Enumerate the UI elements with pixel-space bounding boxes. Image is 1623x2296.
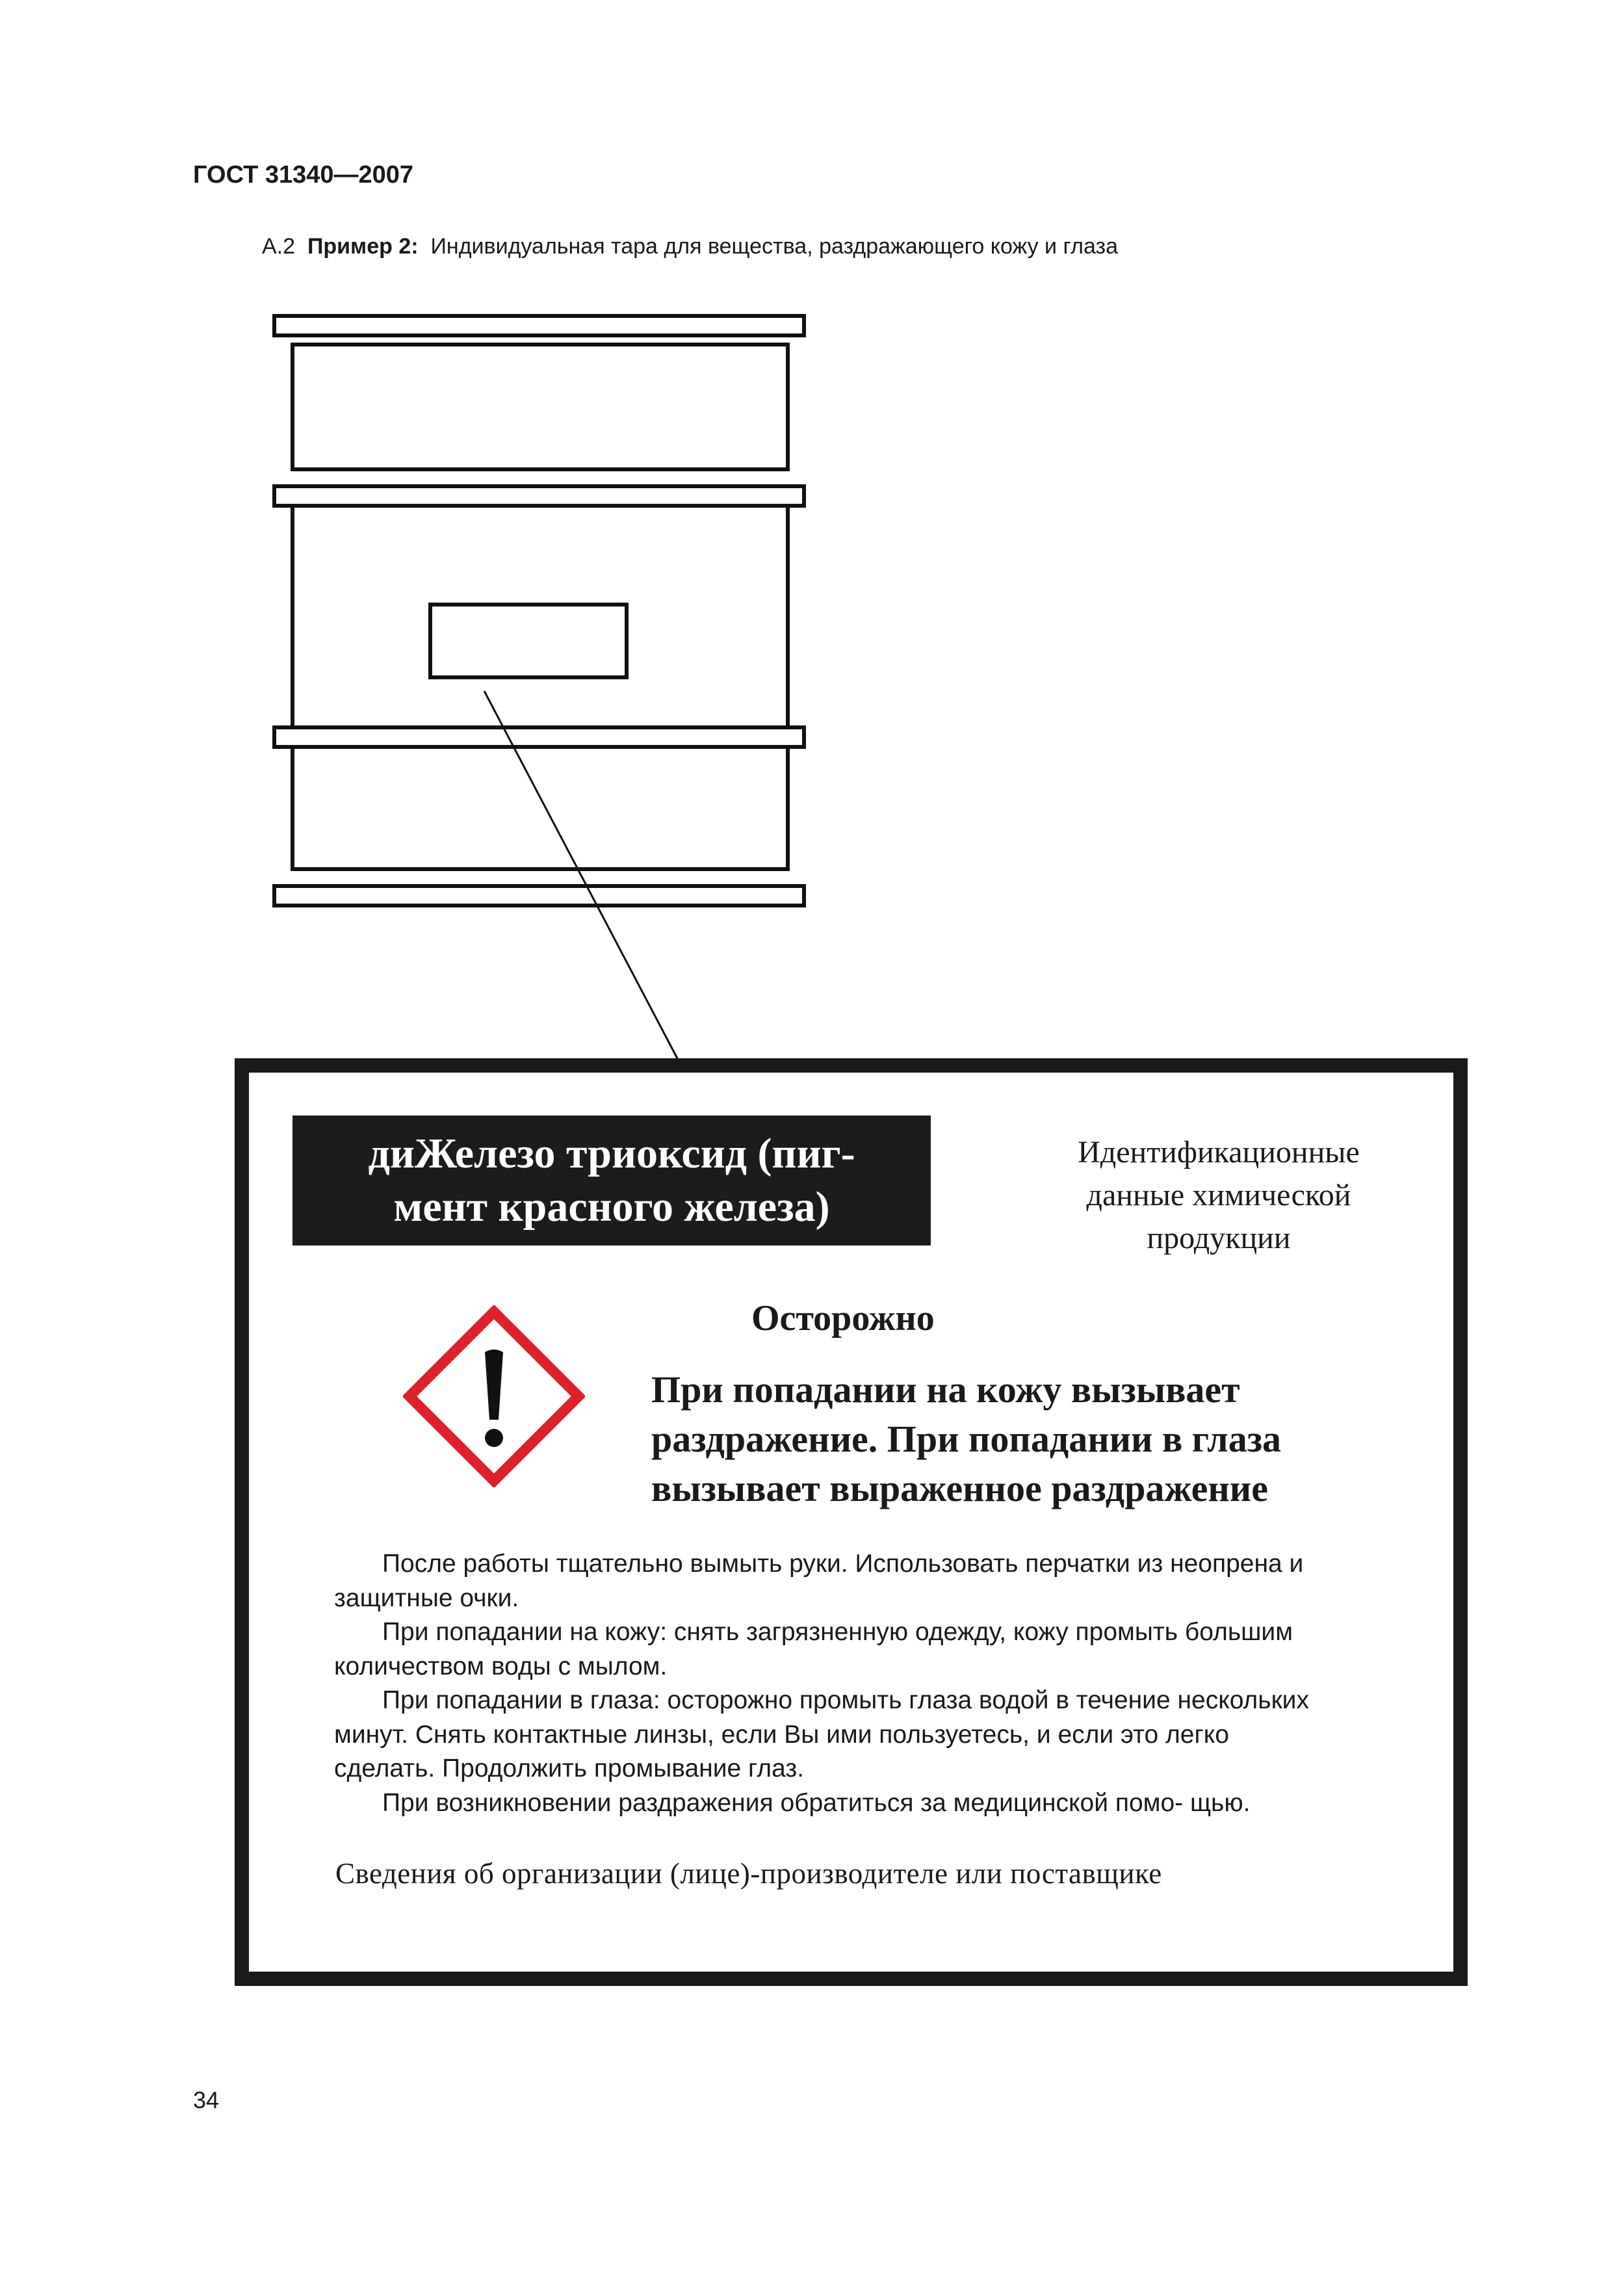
barrel-label-placeholder bbox=[430, 605, 627, 677]
caption-number: А.2 bbox=[262, 234, 296, 259]
caption-text: Индивидуальная тара для вещества, раздражающего кожу и глаза bbox=[430, 234, 1119, 259]
barrel-rim-top bbox=[274, 316, 804, 335]
precaution-paragraph: При возникновении раздражения обратиться за медицинской помо- щью. bbox=[382, 1788, 1251, 1817]
precaution-paragraph: После работы тщательно вымыть руки. Использовать перчатки из неопрена и защитные очки. bbox=[334, 1550, 1304, 1612]
product-name-box bbox=[292, 1115, 931, 1246]
hazard-statement bbox=[651, 1365, 1399, 1513]
page-number: 34 bbox=[193, 2087, 220, 2113]
hazard-line3: вызывает выраженное раздражение bbox=[651, 1467, 1268, 1509]
ident-line3: продукции bbox=[1147, 1221, 1291, 1255]
hazard-line1: При попадании на кожу вызывает bbox=[651, 1368, 1240, 1411]
ident-line1: Идентификационные bbox=[1078, 1135, 1360, 1169]
precaution-paragraph: При попадании в глаза: осторожно промыть глаза водой в течение нескольких минут. Снять контактные линзы, если Вы ими пользуетесь, и если это легко сделать. Продолжить промывание глаз. bbox=[334, 1686, 1309, 1782]
signal-word: Осторожно bbox=[751, 1298, 935, 1338]
product-name-line1: диЖелезо триоксид (пиг- bbox=[368, 1130, 855, 1177]
document-code: ГОСТ 31340—2007 bbox=[193, 161, 414, 189]
barrel-rim-bottom bbox=[274, 886, 804, 906]
barrel-middle-section bbox=[292, 506, 788, 727]
product-name-line2: мент красного железа) bbox=[393, 1183, 830, 1231]
barrel-hoop-2 bbox=[274, 727, 804, 747]
precautionary-statements bbox=[334, 1547, 1329, 1820]
exclamation-mark-icon bbox=[403, 1305, 585, 1487]
hazard-line2: раздражение. При попадании в глаза bbox=[651, 1418, 1282, 1460]
figure-caption bbox=[262, 234, 1118, 259]
precaution-paragraph: При попадании на кожу: снять загрязненную одежду, кожу промыть большим количеством воды с мылом. bbox=[334, 1618, 1293, 1680]
barrel-top-section bbox=[292, 345, 788, 469]
identification-caption bbox=[1011, 1131, 1427, 1260]
barrel-bottom-section bbox=[292, 747, 788, 869]
caption-example: Пример 2: bbox=[307, 234, 419, 259]
ident-line2: данные химической bbox=[1086, 1178, 1351, 1212]
supplier-info: Сведения об организации (лице)-производителе или поставщике bbox=[335, 1857, 1162, 1890]
barrel-hoop-1 bbox=[274, 486, 804, 506]
leader-line bbox=[484, 691, 678, 1060]
